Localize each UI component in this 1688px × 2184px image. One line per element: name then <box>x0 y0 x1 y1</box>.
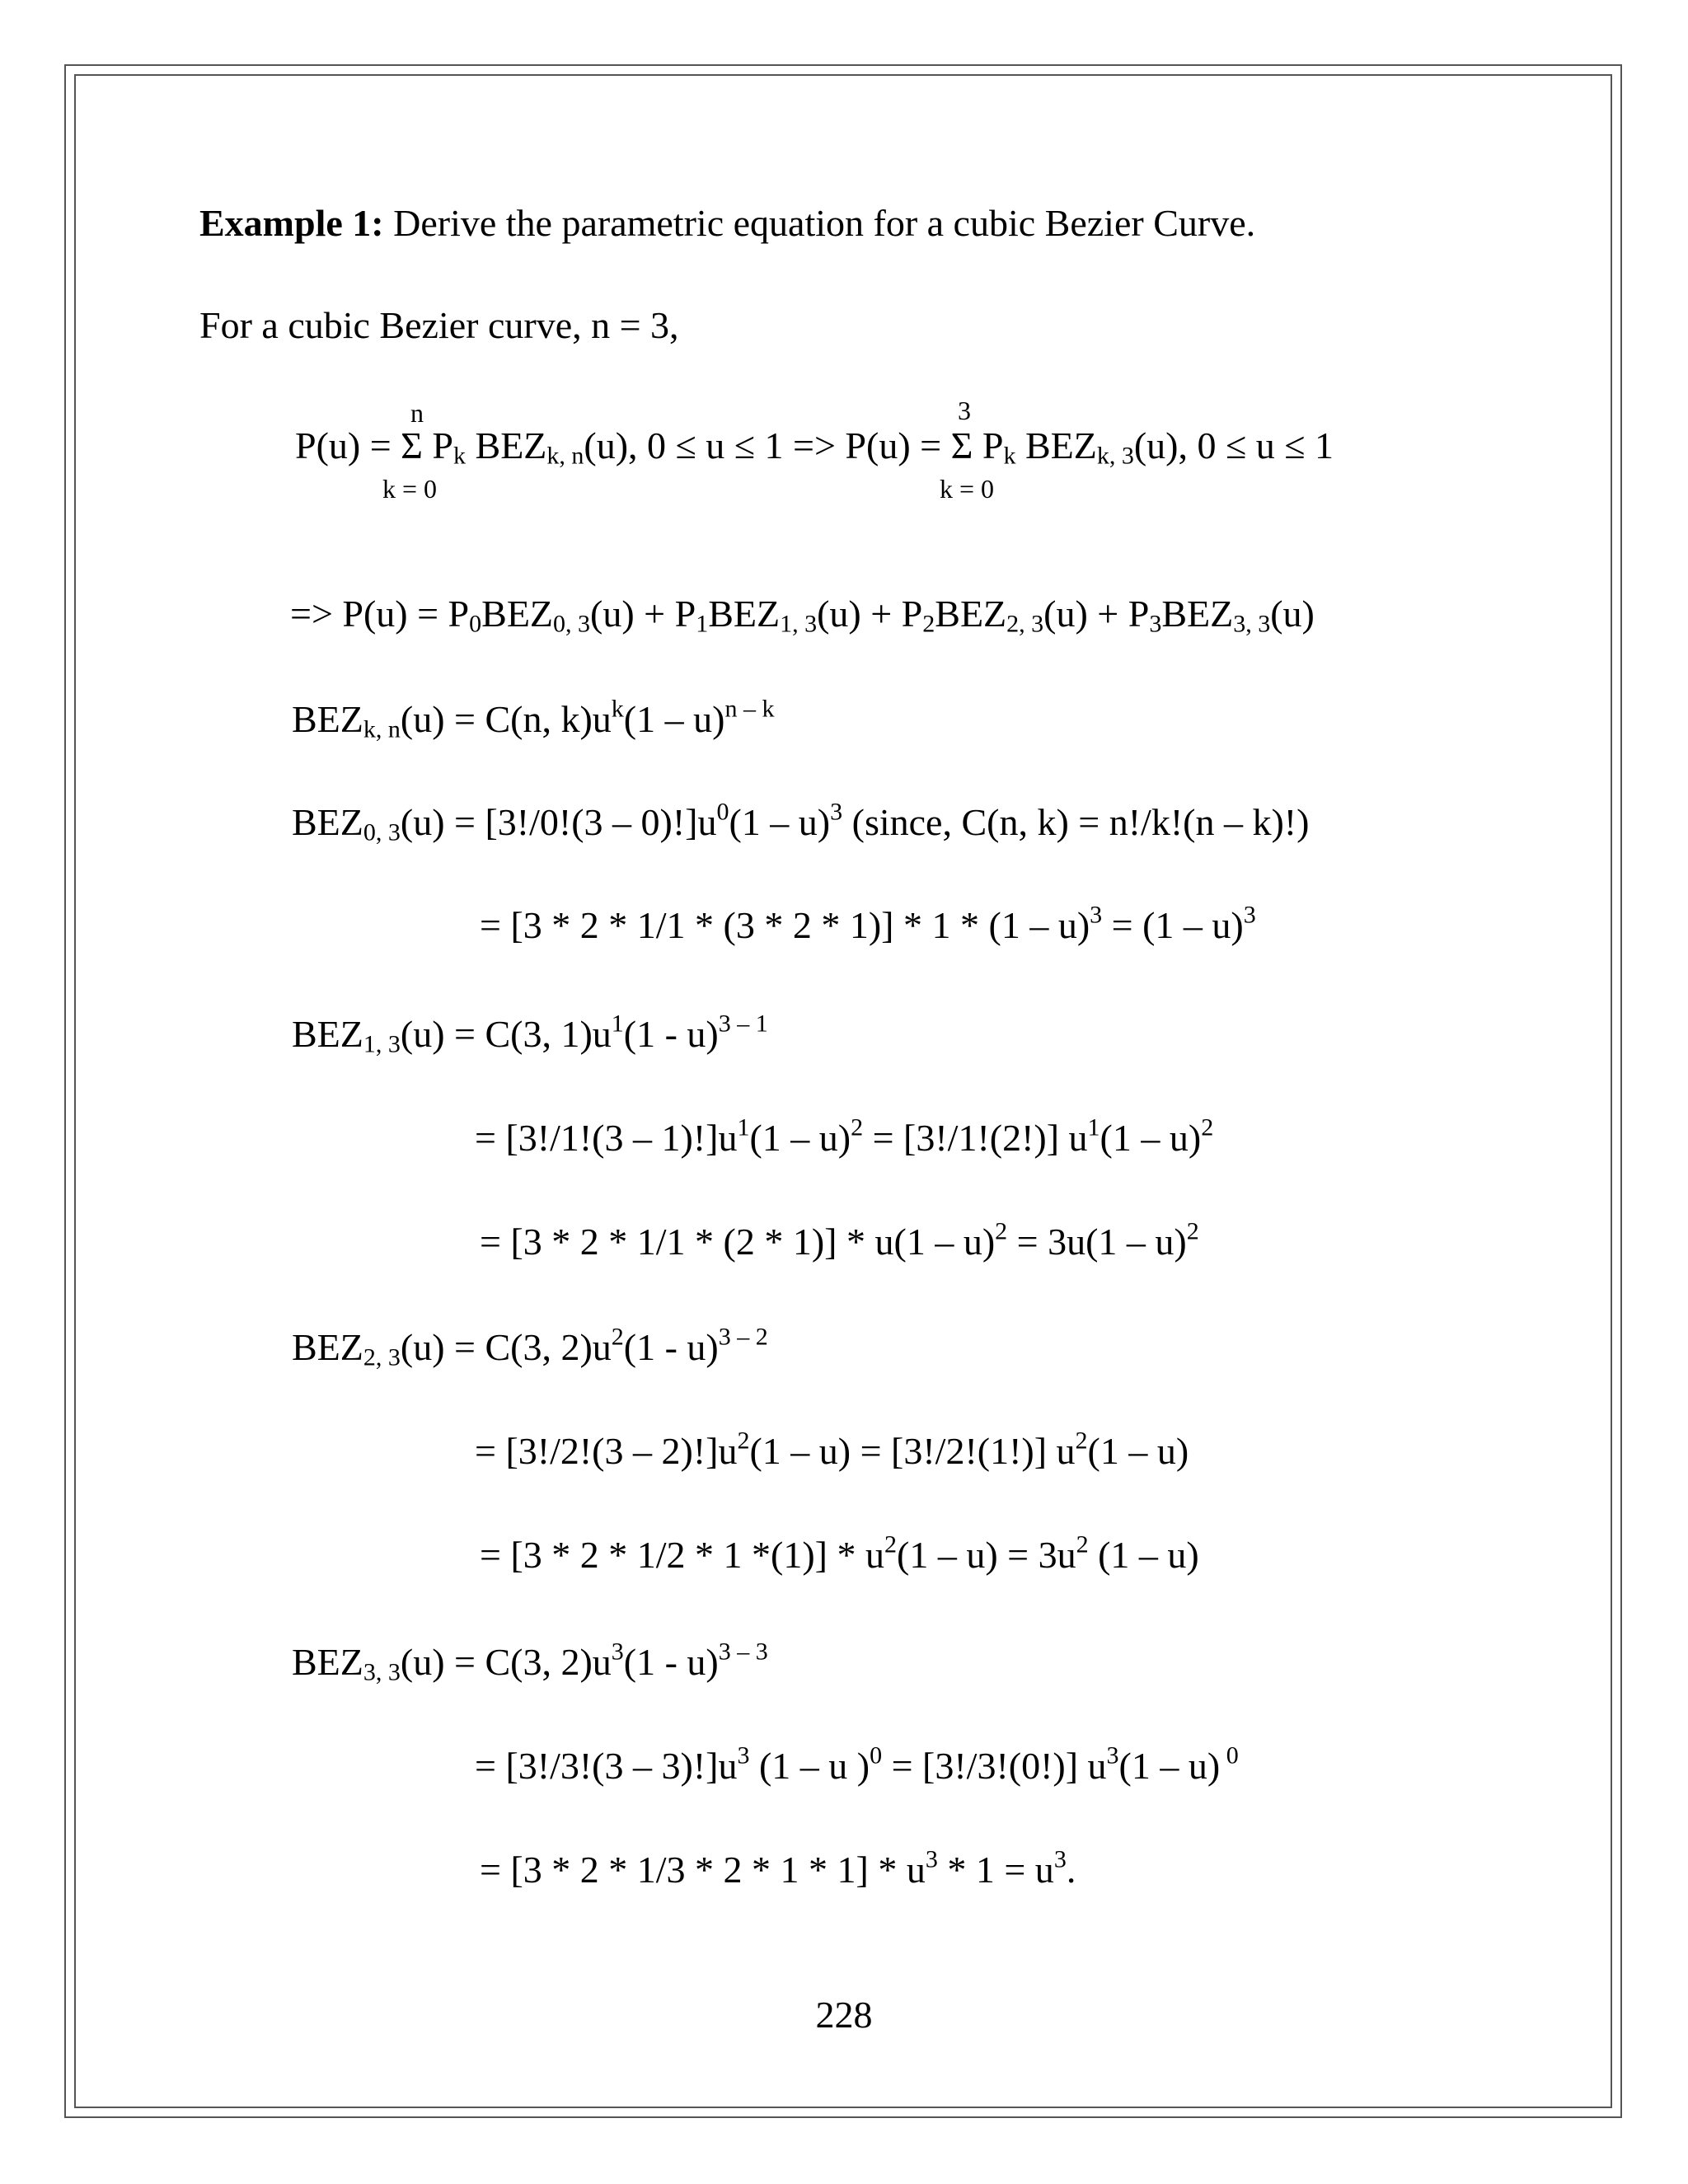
bez23-equation: $BEZ_{2, 3}(u) = C(3$, $2)u^2(1 - u)^{3 - 2}$ <box>292 1323 768 1371</box>
bez23-step: = $[3!/2!(3 - 2)!]u^2(1 - u) = [3!/2!(1!)]$ $u^2(1 - u)$ <box>475 1427 1189 1472</box>
example-heading <box>199 204 1255 242</box>
bez23-result: = [3 * 2 * 1/2 * 1 $*(1)] * u^2(1 - u) = 3u^2$ (1 – u) <box>480 1530 1199 1576</box>
bez03-result: = [3 * 2 * 1/1 * (3 * 2 * 1)] * 1 * (1 – u)$^3$ = (1 – u)$^3$ <box>480 901 1256 946</box>
bez13-result: = [3 * 2 * 1/1 * (2 * 1)] * u(1 – u)$^2$ = 3u(1 – u)$^2$ <box>480 1217 1199 1263</box>
bez13-equation: $BEZ_{1, 3}(u) = C(3$, $1)u^1(1 - u)^{3 - 1}$ <box>292 1010 768 1058</box>
intro-text: For a cubic Bezier curve, n = 3, <box>199 304 679 346</box>
page-border-inner <box>74 74 1612 2108</box>
example-label: Example 1: <box>199 202 384 244</box>
sum-lower-limit-k0: k = 0 <box>382 474 438 504</box>
bez33-result: = $[3 * 2 * 1/3 * 2 * 1 * 1] * u^3 * 1 = u^3$. <box>480 1845 1076 1891</box>
bezier-sum-equation: P(u) = Σ $P_k$ $BEZ_{k, n}(u)$, 0 ≤ u ≤ 1 => P(u) = Σ $P_k$ $BEZ_{k, 3}(u)$, 0 ≤ u ≤ 1 <box>295 424 1334 470</box>
bez33-step: = $[3!/3!(3 - 3)!]u^3$ (1 – u )$^0$ = [3!/3!(0!)] $u^3(1 - u)$ $^0$ <box>475 1741 1239 1787</box>
sum-lower-limit-k0-b: k = 0 <box>940 474 995 504</box>
bez33-equation: $BEZ_{3, 3}(u) = C(3$, $2)u^3(1 - u)^{3 - 3}$ <box>292 1638 768 1686</box>
expanded-sum-equation: => $P(u) = P_0BEZ_{0, 3}(u) + P_1BEZ_{1, 3}(u) + P_2BEZ_{2, 3}(u) + P_3BEZ_{3, 3}(u)$ <box>290 593 1315 638</box>
bez-definition-equation: $BEZ_{k, n}(u) = C(n$, $k)u^k(1 - u)^{n - k}$ <box>292 695 775 743</box>
bez03-equation: $BEZ_{0, 3}(u) = [3!/0!(3 - 0)!]u^0(1 - u)^3$ (since, C(n, k) = n!/k!(n – k)!) <box>292 798 1310 846</box>
sum-upper-limit-3: 3 <box>958 396 971 425</box>
sum-upper-limit-n: n <box>410 398 424 428</box>
page-number: 228 <box>815 1994 873 2036</box>
example-description: Derive the parametric equation for a cubic Bezier Curve. <box>383 202 1256 244</box>
bez13-step: = $[3!/1!(3 - 1)!]u^1(1 - u)^2 = [3!/1!(2!)]$ $u^1(1 - u)^2$ <box>475 1113 1214 1159</box>
